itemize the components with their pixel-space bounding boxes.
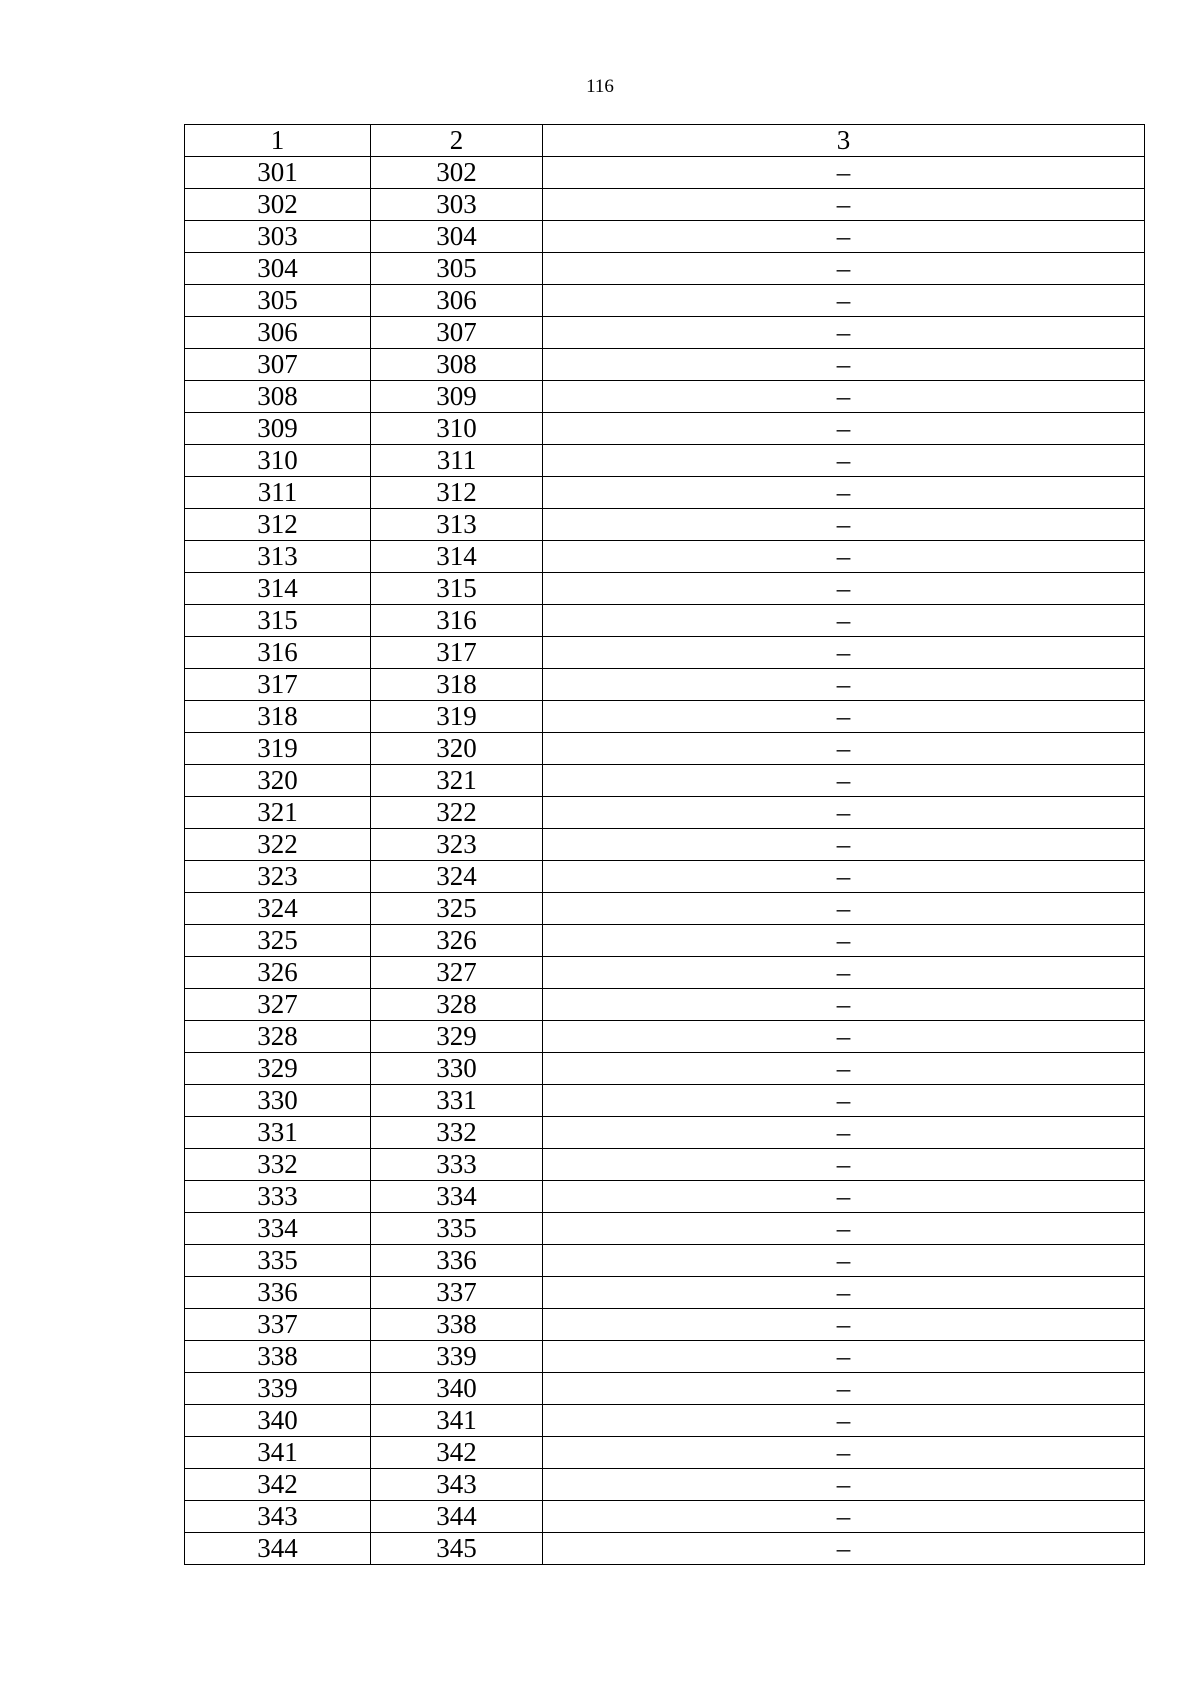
- table-cell-col-1: 312: [185, 509, 371, 541]
- table-cell-col-2: 339: [371, 1341, 543, 1373]
- table-cell-col-3: –: [543, 829, 1145, 861]
- table-row: [185, 189, 1145, 221]
- table-cell-col-1: 309: [185, 413, 371, 445]
- table-cell-col-3: –: [543, 381, 1145, 413]
- table-row: [185, 477, 1145, 509]
- table-cell-col-2: 317: [371, 637, 543, 669]
- table-cell-col-3: –: [543, 701, 1145, 733]
- data-table: [184, 124, 1145, 1565]
- table-cell-col-2: 337: [371, 1277, 543, 1309]
- table-cell-col-2: 312: [371, 477, 543, 509]
- table-cell-col-3: –: [543, 1053, 1145, 1085]
- table-cell-col-2: 342: [371, 1437, 543, 1469]
- table-cell-col-2: 326: [371, 925, 543, 957]
- table-cell-col-2: 325: [371, 893, 543, 925]
- table-cell-col-3: –: [543, 733, 1145, 765]
- table-row: [185, 1469, 1145, 1501]
- table-cell-col-3: –: [543, 1309, 1145, 1341]
- table-cell-col-3: –: [543, 1181, 1145, 1213]
- table-cell-col-1: 334: [185, 1213, 371, 1245]
- table-cell-col-2: 322: [371, 797, 543, 829]
- table-cell-col-2: 305: [371, 253, 543, 285]
- table-cell-col-1: 325: [185, 925, 371, 957]
- table-cell-col-2: 309: [371, 381, 543, 413]
- table-cell-col-3: –: [543, 893, 1145, 925]
- table-cell-col-1: 320: [185, 765, 371, 797]
- table-cell-col-3: –: [543, 1437, 1145, 1469]
- table-row: [185, 957, 1145, 989]
- table-cell-col-3: –: [543, 957, 1145, 989]
- table-row: [185, 669, 1145, 701]
- table-cell-col-2: 332: [371, 1117, 543, 1149]
- table-cell-col-1: 342: [185, 1469, 371, 1501]
- table-cell-col-1: 305: [185, 285, 371, 317]
- table-cell-col-3: –: [543, 157, 1145, 189]
- table-cell-col-3: –: [543, 669, 1145, 701]
- table-row: [185, 157, 1145, 189]
- table-cell-col-3: –: [543, 477, 1145, 509]
- table-cell-col-3: –: [543, 1117, 1145, 1149]
- table-row: [185, 413, 1145, 445]
- table-row: [185, 1405, 1145, 1437]
- table-cell-col-3: –: [543, 413, 1145, 445]
- table-row: [185, 925, 1145, 957]
- table-row: [185, 701, 1145, 733]
- table-cell-col-3: –: [543, 445, 1145, 477]
- table-cell-col-2: 328: [371, 989, 543, 1021]
- table-cell-col-2: 320: [371, 733, 543, 765]
- table-cell-col-2: 331: [371, 1085, 543, 1117]
- table-row: [185, 221, 1145, 253]
- table-cell-col-1: 316: [185, 637, 371, 669]
- table-row: [185, 1341, 1145, 1373]
- table-row: [185, 1021, 1145, 1053]
- table-cell-col-1: 324: [185, 893, 371, 925]
- table-cell-col-1: 318: [185, 701, 371, 733]
- table-cell-col-1: 310: [185, 445, 371, 477]
- table-row: [185, 605, 1145, 637]
- table-cell-col-1: 327: [185, 989, 371, 1021]
- table-body: [185, 157, 1145, 1565]
- table-cell-col-1: 319: [185, 733, 371, 765]
- table-row: [185, 829, 1145, 861]
- table-cell-col-3: –: [543, 605, 1145, 637]
- table-cell-col-1: 326: [185, 957, 371, 989]
- table-cell-col-1: 303: [185, 221, 371, 253]
- table-cell-col-1: 336: [185, 1277, 371, 1309]
- table-row: [185, 637, 1145, 669]
- table-cell-col-2: 341: [371, 1405, 543, 1437]
- table-cell-col-1: 302: [185, 189, 371, 221]
- table-cell-col-2: 324: [371, 861, 543, 893]
- table-row: [185, 733, 1145, 765]
- table-cell-col-1: 337: [185, 1309, 371, 1341]
- table-cell-col-1: 338: [185, 1341, 371, 1373]
- table-cell-col-2: 304: [371, 221, 543, 253]
- table-row: [185, 1053, 1145, 1085]
- table-cell-col-3: –: [543, 989, 1145, 1021]
- table-cell-col-2: 330: [371, 1053, 543, 1085]
- table-row: [185, 1277, 1145, 1309]
- table-cell-col-2: 335: [371, 1213, 543, 1245]
- table-cell-col-3: –: [543, 189, 1145, 221]
- table-row: [185, 381, 1145, 413]
- table-row: [185, 861, 1145, 893]
- table-cell-col-1: 341: [185, 1437, 371, 1469]
- table-cell-col-3: –: [543, 1501, 1145, 1533]
- table-cell-col-1: 340: [185, 1405, 371, 1437]
- table-cell-col-1: 328: [185, 1021, 371, 1053]
- table-cell-col-3: –: [543, 925, 1145, 957]
- table-row: [185, 1181, 1145, 1213]
- column-header-2: 2: [371, 125, 543, 157]
- table-cell-col-1: 322: [185, 829, 371, 861]
- table-cell-col-1: 333: [185, 1181, 371, 1213]
- table-header-row: [185, 125, 1145, 157]
- table-cell-col-3: –: [543, 541, 1145, 573]
- table-cell-col-1: 301: [185, 157, 371, 189]
- table-cell-col-1: 307: [185, 349, 371, 381]
- table-cell-col-2: 319: [371, 701, 543, 733]
- table-cell-col-2: 318: [371, 669, 543, 701]
- table-cell-col-2: 302: [371, 157, 543, 189]
- table-cell-col-1: 330: [185, 1085, 371, 1117]
- table-row: [185, 253, 1145, 285]
- table-cell-col-2: 334: [371, 1181, 543, 1213]
- table-cell-col-2: 314: [371, 541, 543, 573]
- table-cell-col-3: –: [543, 509, 1145, 541]
- table-row: [185, 797, 1145, 829]
- table-cell-col-3: –: [543, 253, 1145, 285]
- table-cell-col-1: 339: [185, 1373, 371, 1405]
- table-row: [185, 1149, 1145, 1181]
- table-row: [185, 509, 1145, 541]
- table-cell-col-1: 332: [185, 1149, 371, 1181]
- table-cell-col-3: –: [543, 1405, 1145, 1437]
- table-cell-col-1: 313: [185, 541, 371, 573]
- table-cell-col-1: 343: [185, 1501, 371, 1533]
- table-cell-col-2: 306: [371, 285, 543, 317]
- column-header-1: 1: [185, 125, 371, 157]
- table-cell-col-2: 336: [371, 1245, 543, 1277]
- table-cell-col-1: 329: [185, 1053, 371, 1085]
- table-row: [185, 1437, 1145, 1469]
- table-cell-col-1: 335: [185, 1245, 371, 1277]
- table-row: [185, 349, 1145, 381]
- table-cell-col-1: 344: [185, 1533, 371, 1565]
- table-cell-col-3: –: [543, 349, 1145, 381]
- table-cell-col-2: 329: [371, 1021, 543, 1053]
- table-cell-col-2: 316: [371, 605, 543, 637]
- table-cell-col-3: –: [543, 573, 1145, 605]
- table-cell-col-3: –: [543, 1149, 1145, 1181]
- table-row: [185, 445, 1145, 477]
- table-row: [185, 541, 1145, 573]
- table-cell-col-2: 311: [371, 445, 543, 477]
- table-cell-col-2: 338: [371, 1309, 543, 1341]
- table-cell-col-2: 308: [371, 349, 543, 381]
- table-cell-col-1: 311: [185, 477, 371, 509]
- page-number: 116: [586, 76, 614, 97]
- table-cell-col-2: 321: [371, 765, 543, 797]
- table-cell-col-2: 344: [371, 1501, 543, 1533]
- table-cell-col-3: –: [543, 765, 1145, 797]
- table-cell-col-1: 317: [185, 669, 371, 701]
- table-cell-col-1: 323: [185, 861, 371, 893]
- table-row: [185, 1533, 1145, 1565]
- table-cell-col-1: 304: [185, 253, 371, 285]
- column-header-3: 3: [543, 125, 1145, 157]
- table-row: [185, 1085, 1145, 1117]
- table-cell-col-3: –: [543, 1245, 1145, 1277]
- table-cell-col-2: 313: [371, 509, 543, 541]
- table-cell-col-3: –: [543, 1085, 1145, 1117]
- table-row: [185, 893, 1145, 925]
- table-cell-col-2: 327: [371, 957, 543, 989]
- table-cell-col-3: –: [543, 1277, 1145, 1309]
- table-cell-col-3: –: [543, 1213, 1145, 1245]
- table-row: [185, 765, 1145, 797]
- table-cell-col-2: 303: [371, 189, 543, 221]
- table-row: [185, 1245, 1145, 1277]
- table-cell-col-2: 333: [371, 1149, 543, 1181]
- table-cell-col-3: –: [543, 1021, 1145, 1053]
- table-cell-col-3: –: [543, 285, 1145, 317]
- table-cell-col-1: 308: [185, 381, 371, 413]
- table-cell-col-1: 306: [185, 317, 371, 349]
- table-cell-col-3: –: [543, 1469, 1145, 1501]
- table-cell-col-1: 321: [185, 797, 371, 829]
- table-cell-col-1: 315: [185, 605, 371, 637]
- table-row: [185, 573, 1145, 605]
- table-cell-col-2: 307: [371, 317, 543, 349]
- table-cell-col-3: –: [543, 797, 1145, 829]
- table-row: [185, 1373, 1145, 1405]
- table-cell-col-1: 314: [185, 573, 371, 605]
- table-cell-col-1: 331: [185, 1117, 371, 1149]
- table-row: [185, 1117, 1145, 1149]
- table-row: [185, 1501, 1145, 1533]
- table-row: [185, 1213, 1145, 1245]
- table-row: [185, 285, 1145, 317]
- table-row: [185, 317, 1145, 349]
- table-row: [185, 1309, 1145, 1341]
- table-cell-col-3: –: [543, 1533, 1145, 1565]
- table-cell-col-3: –: [543, 317, 1145, 349]
- table-row: [185, 989, 1145, 1021]
- table-cell-col-2: 323: [371, 829, 543, 861]
- table-cell-col-3: –: [543, 1373, 1145, 1405]
- table-cell-col-3: –: [543, 637, 1145, 669]
- table-cell-col-3: –: [543, 1341, 1145, 1373]
- table-cell-col-2: 345: [371, 1533, 543, 1565]
- table-cell-col-3: –: [543, 861, 1145, 893]
- table-cell-col-2: 310: [371, 413, 543, 445]
- table-cell-col-2: 343: [371, 1469, 543, 1501]
- table-cell-col-3: –: [543, 221, 1145, 253]
- table-cell-col-2: 315: [371, 573, 543, 605]
- table-cell-col-2: 340: [371, 1373, 543, 1405]
